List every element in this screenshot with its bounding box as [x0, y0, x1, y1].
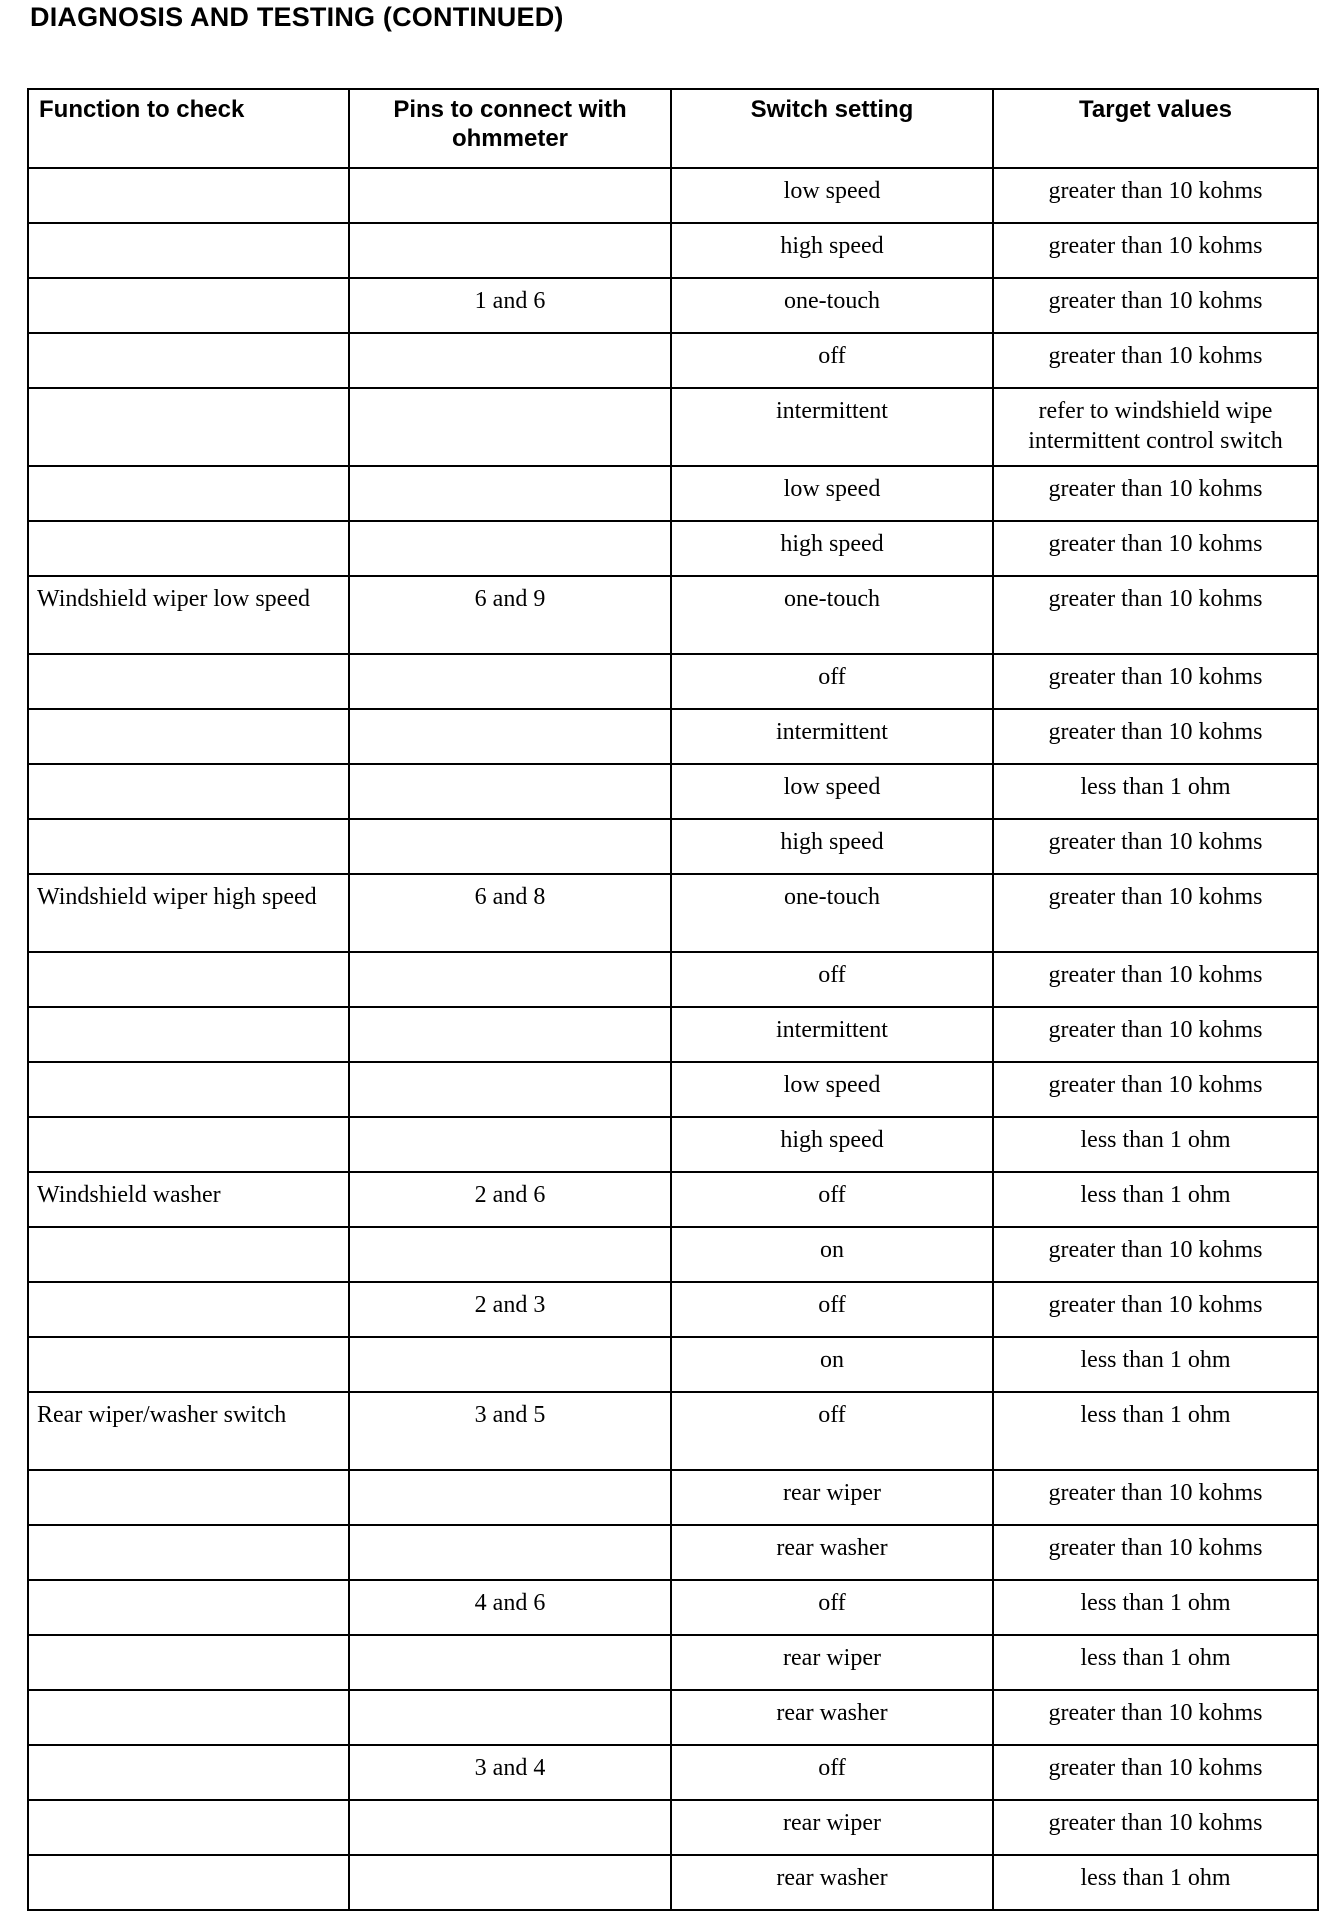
cell-pins — [349, 952, 671, 1007]
cell-function: Windshield washer — [28, 1172, 349, 1227]
cell-function — [28, 168, 349, 223]
cell-target-value: greater than 10 kohms — [993, 223, 1318, 278]
cell-pins — [349, 466, 671, 521]
table-row — [28, 1392, 1318, 1470]
diagnosis-table — [27, 88, 1319, 1911]
cell-function — [28, 466, 349, 521]
cell-pins — [349, 654, 671, 709]
table-row — [28, 654, 1318, 709]
table-row — [28, 333, 1318, 388]
cell-switch-setting: off — [671, 1172, 993, 1227]
cell-function — [28, 521, 349, 576]
table-row — [28, 1690, 1318, 1745]
cell-target-value: greater than 10 kohms — [993, 874, 1318, 952]
cell-target-value: greater than 10 kohms — [993, 521, 1318, 576]
cell-function — [28, 388, 349, 466]
cell-function — [28, 1062, 349, 1117]
table-row — [28, 1525, 1318, 1580]
cell-target-value: greater than 10 kohms — [993, 1745, 1318, 1800]
cell-pins — [349, 521, 671, 576]
cell-target-value: greater than 10 kohms — [993, 952, 1318, 1007]
cell-pins — [349, 1227, 671, 1282]
cell-function — [28, 819, 349, 874]
cell-switch-setting: intermittent — [671, 709, 993, 764]
cell-function — [28, 1117, 349, 1172]
cell-function — [28, 1800, 349, 1855]
table-row — [28, 466, 1318, 521]
header-switch: Switch setting — [671, 89, 993, 168]
cell-pins: 6 and 9 — [349, 576, 671, 654]
cell-pins — [349, 819, 671, 874]
cell-pins — [349, 388, 671, 466]
table-row — [28, 278, 1318, 333]
cell-pins: 3 and 4 — [349, 1745, 671, 1800]
cell-target-value: less than 1 ohm — [993, 764, 1318, 819]
table-row — [28, 1855, 1318, 1910]
cell-switch-setting: intermittent — [671, 388, 993, 466]
header-function: Function to check — [28, 89, 349, 168]
cell-target-value: greater than 10 kohms — [993, 1525, 1318, 1580]
cell-target-value: greater than 10 kohms — [993, 278, 1318, 333]
cell-function — [28, 1007, 349, 1062]
table-row — [28, 1580, 1318, 1635]
cell-switch-setting: off — [671, 333, 993, 388]
cell-function: Windshield wiper low speed — [28, 576, 349, 654]
cell-target-value: greater than 10 kohms — [993, 576, 1318, 654]
page-title: DIAGNOSIS AND TESTING (CONTINUED) — [30, 2, 564, 32]
cell-function — [28, 1282, 349, 1337]
cell-pins — [349, 1525, 671, 1580]
cell-function — [28, 1470, 349, 1525]
cell-switch-setting: one-touch — [671, 576, 993, 654]
table-row — [28, 1282, 1318, 1337]
table-row — [28, 223, 1318, 278]
cell-pins — [349, 1062, 671, 1117]
table-row — [28, 1470, 1318, 1525]
cell-function — [28, 1745, 349, 1800]
cell-target-value: less than 1 ohm — [993, 1337, 1318, 1392]
table-row — [28, 1117, 1318, 1172]
cell-switch-setting: low speed — [671, 168, 993, 223]
cell-switch-setting: rear wiper — [671, 1635, 993, 1690]
cell-function — [28, 1690, 349, 1745]
cell-switch-setting: low speed — [671, 466, 993, 521]
cell-switch-setting: low speed — [671, 764, 993, 819]
cell-switch-setting: off — [671, 952, 993, 1007]
cell-target-value: less than 1 ohm — [993, 1580, 1318, 1635]
table-row — [28, 1172, 1318, 1227]
cell-switch-setting: off — [671, 1282, 993, 1337]
cell-switch-setting: intermittent — [671, 1007, 993, 1062]
cell-target-value: greater than 10 kohms — [993, 1690, 1318, 1745]
cell-pins — [349, 1800, 671, 1855]
cell-pins: 2 and 3 — [349, 1282, 671, 1337]
cell-function — [28, 952, 349, 1007]
cell-switch-setting: on — [671, 1227, 993, 1282]
table-row — [28, 168, 1318, 223]
cell-pins: 3 and 5 — [349, 1392, 671, 1470]
cell-function — [28, 709, 349, 764]
table-row — [28, 388, 1318, 466]
cell-target-value: refer to windshield wipe intermittent control switch — [993, 388, 1318, 466]
cell-switch-setting: high speed — [671, 819, 993, 874]
cell-function — [28, 1227, 349, 1282]
table-row — [28, 952, 1318, 1007]
table-row — [28, 764, 1318, 819]
cell-switch-setting: off — [671, 1745, 993, 1800]
table-row — [28, 1800, 1318, 1855]
table-row — [28, 819, 1318, 874]
cell-switch-setting: off — [671, 654, 993, 709]
cell-function — [28, 1635, 349, 1690]
cell-pins — [349, 764, 671, 819]
cell-switch-setting: on — [671, 1337, 993, 1392]
cell-target-value: less than 1 ohm — [993, 1392, 1318, 1470]
cell-pins — [349, 1470, 671, 1525]
cell-pins: 2 and 6 — [349, 1172, 671, 1227]
cell-function — [28, 1525, 349, 1580]
cell-target-value: less than 1 ohm — [993, 1855, 1318, 1910]
cell-function — [28, 1580, 349, 1635]
cell-target-value: less than 1 ohm — [993, 1635, 1318, 1690]
cell-function: Rear wiper/washer switch — [28, 1392, 349, 1470]
cell-function — [28, 1337, 349, 1392]
table-row — [28, 874, 1318, 952]
cell-target-value: less than 1 ohm — [993, 1117, 1318, 1172]
table-row — [28, 1062, 1318, 1117]
cell-pins: 1 and 6 — [349, 278, 671, 333]
cell-target-value: less than 1 ohm — [993, 1172, 1318, 1227]
cell-pins — [349, 223, 671, 278]
cell-function — [28, 654, 349, 709]
table-row — [28, 1007, 1318, 1062]
cell-pins — [349, 168, 671, 223]
cell-target-value: greater than 10 kohms — [993, 1800, 1318, 1855]
cell-switch-setting: one-touch — [671, 278, 993, 333]
cell-target-value: greater than 10 kohms — [993, 168, 1318, 223]
cell-switch-setting: rear washer — [671, 1690, 993, 1745]
cell-pins: 4 and 6 — [349, 1580, 671, 1635]
table-row — [28, 709, 1318, 764]
table-row — [28, 1745, 1318, 1800]
cell-target-value: greater than 10 kohms — [993, 709, 1318, 764]
cell-pins — [349, 333, 671, 388]
table-row — [28, 576, 1318, 654]
cell-switch-setting: rear wiper — [671, 1470, 993, 1525]
cell-function: Windshield wiper high speed — [28, 874, 349, 952]
table-row — [28, 1337, 1318, 1392]
cell-switch-setting: off — [671, 1392, 993, 1470]
cell-pins — [349, 1635, 671, 1690]
cell-target-value: greater than 10 kohms — [993, 1007, 1318, 1062]
cell-target-value: greater than 10 kohms — [993, 819, 1318, 874]
cell-target-value: greater than 10 kohms — [993, 1470, 1318, 1525]
cell-switch-setting: high speed — [671, 223, 993, 278]
cell-target-value: greater than 10 kohms — [993, 1282, 1318, 1337]
cell-pins — [349, 1855, 671, 1910]
cell-target-value: greater than 10 kohms — [993, 466, 1318, 521]
cell-target-value: greater than 10 kohms — [993, 654, 1318, 709]
table-row — [28, 1227, 1318, 1282]
cell-target-value: greater than 10 kohms — [993, 1062, 1318, 1117]
cell-switch-setting: off — [671, 1580, 993, 1635]
cell-switch-setting: low speed — [671, 1062, 993, 1117]
table-body — [28, 168, 1318, 1910]
header-target: Target values — [993, 89, 1318, 168]
cell-pins: 6 and 8 — [349, 874, 671, 952]
cell-switch-setting: one-touch — [671, 874, 993, 952]
cell-switch-setting: high speed — [671, 1117, 993, 1172]
cell-target-value: greater than 10 kohms — [993, 333, 1318, 388]
cell-function — [28, 764, 349, 819]
cell-pins — [349, 709, 671, 764]
cell-switch-setting: rear wiper — [671, 1800, 993, 1855]
cell-pins — [349, 1690, 671, 1745]
table-row — [28, 521, 1318, 576]
cell-pins — [349, 1117, 671, 1172]
cell-function — [28, 223, 349, 278]
table-row — [28, 1635, 1318, 1690]
header-pins: Pins to connect with ohmmeter — [349, 89, 671, 168]
cell-target-value: greater than 10 kohms — [993, 1227, 1318, 1282]
cell-function — [28, 1855, 349, 1910]
cell-switch-setting: rear washer — [671, 1855, 993, 1910]
cell-pins — [349, 1007, 671, 1062]
table-header-row — [28, 89, 1318, 168]
cell-pins — [349, 1337, 671, 1392]
cell-switch-setting: high speed — [671, 521, 993, 576]
cell-function — [28, 333, 349, 388]
cell-switch-setting: rear washer — [671, 1525, 993, 1580]
cell-function — [28, 278, 349, 333]
